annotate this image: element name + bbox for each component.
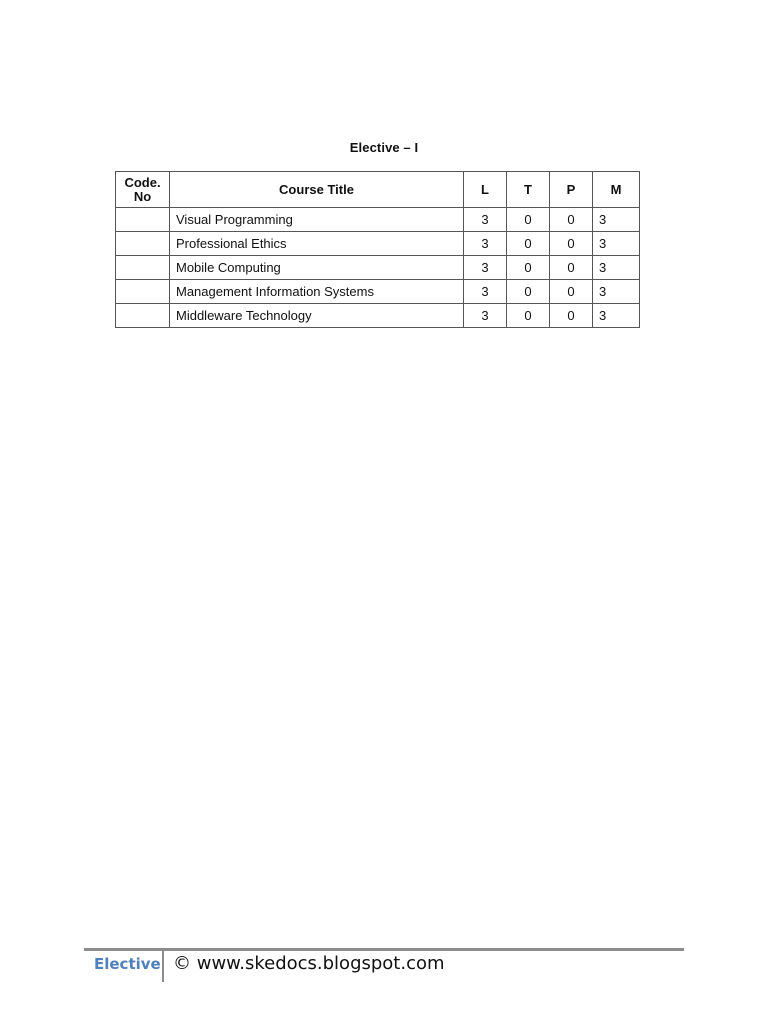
cell-l: 3 (464, 256, 507, 280)
cell-l: 3 (464, 232, 507, 256)
footer-copyright: © www.skedocs.blogspot.com (173, 953, 445, 974)
footer-divider (84, 948, 684, 951)
cell-p: 0 (550, 280, 593, 304)
header-code-no (116, 172, 170, 208)
cell-l: 3 (464, 304, 507, 328)
header-l: L (464, 172, 507, 208)
footer-separator (162, 951, 164, 982)
cell-m: 3 (593, 208, 640, 232)
cell-p: 0 (550, 232, 593, 256)
cell-title: Visual Programming (170, 208, 464, 232)
cell-t: 0 (507, 280, 550, 304)
cell-title: Mobile Computing (170, 256, 464, 280)
course-table (115, 171, 640, 328)
cell-title: Middleware Technology (170, 304, 464, 328)
footer-label: Elective (94, 955, 161, 973)
cell-p: 0 (550, 304, 593, 328)
cell-t: 0 (507, 208, 550, 232)
cell-code (116, 256, 170, 280)
header-p: P (550, 172, 593, 208)
header-course-title: Course Title (170, 172, 464, 208)
header-code-line1: Code. (124, 174, 161, 190)
table-row (116, 304, 640, 328)
header-code-line2: No (133, 188, 152, 204)
cell-p: 0 (550, 208, 593, 232)
cell-code (116, 280, 170, 304)
table-header-row (116, 172, 640, 208)
table-row (116, 208, 640, 232)
cell-m: 3 (593, 280, 640, 304)
cell-m: 3 (593, 232, 640, 256)
table-row (116, 280, 640, 304)
header-t: T (507, 172, 550, 208)
document-title: Elective – I (349, 140, 419, 155)
table-row (116, 232, 640, 256)
cell-title: Management Information Systems (170, 280, 464, 304)
cell-code (116, 232, 170, 256)
cell-title: Professional Ethics (170, 232, 464, 256)
cell-code (116, 208, 170, 232)
cell-l: 3 (464, 208, 507, 232)
cell-p: 0 (550, 256, 593, 280)
cell-m: 3 (593, 256, 640, 280)
cell-m: 3 (593, 304, 640, 328)
cell-t: 0 (507, 304, 550, 328)
table-row (116, 256, 640, 280)
cell-l: 3 (464, 280, 507, 304)
cell-code (116, 304, 170, 328)
header-m: M (593, 172, 640, 208)
cell-t: 0 (507, 232, 550, 256)
cell-t: 0 (507, 256, 550, 280)
